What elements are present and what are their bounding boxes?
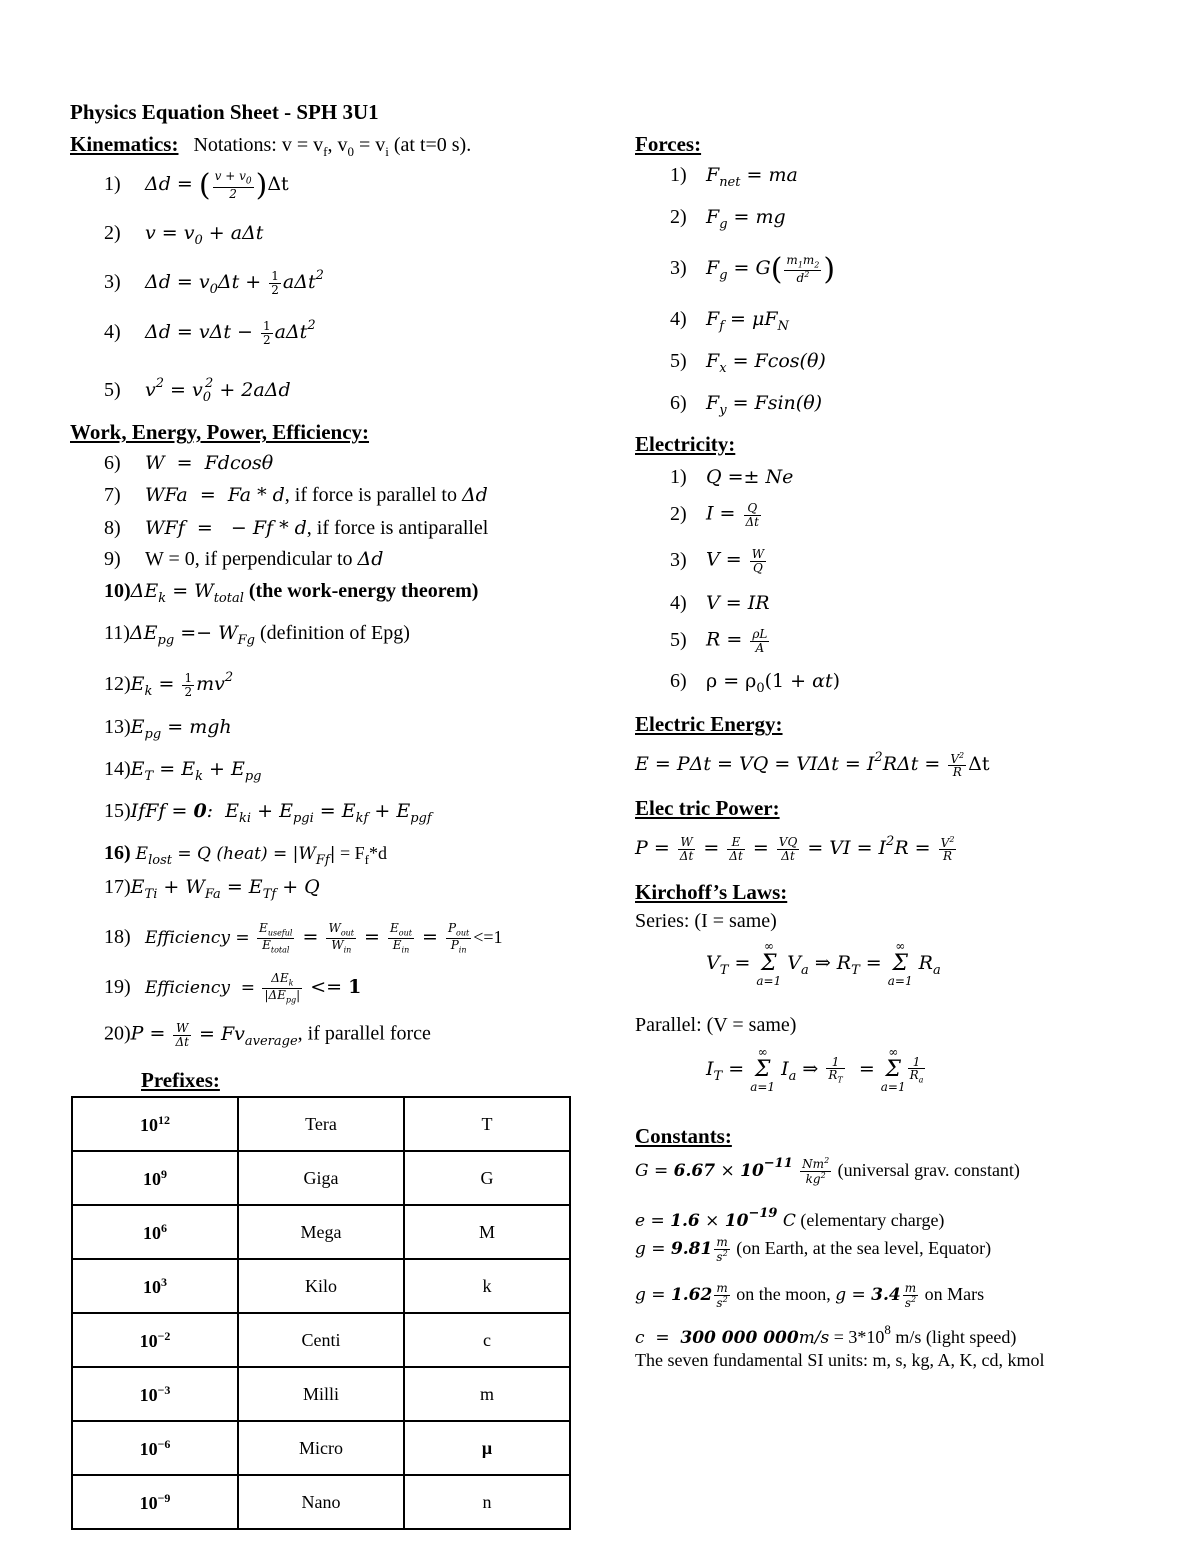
prefix-name: Centi [238,1313,404,1367]
prefix-symbol: M [404,1205,570,1259]
electricity-eq-4: 4) V = IR [670,592,770,614]
prefix-name: Giga [238,1151,404,1205]
work-eq-8: 8) WFf = − Ff * d, if force is antiparallel [104,517,489,539]
electric-energy-heading: Electric Energy: [635,712,783,736]
prefix-row [72,1259,570,1313]
prefix-row [72,1313,570,1367]
work-eq-10: $10)\Delta E_k = W_{total}$ (the work-energy theorem) [104,580,479,606]
prefix-name: Mega [238,1205,404,1259]
prefix-table [71,1096,571,1530]
electricity-eq-1: 1) Q =± Ne [670,466,794,488]
kirchoff-parallel-label: Parallel: (V = same) [635,1014,797,1036]
forces-eq-1: 1) $F_{net}$ = ma [670,164,798,190]
kinematics-heading: Kinematics: [70,132,179,156]
work-eq-13: $13)E_{pg}$ = mgh [104,716,232,742]
prefix-power: $10^{-6}$ [72,1421,238,1475]
work-eq-20: 20)P = $\frac{W}{\Delta t}$ = $Fv_{average}$, if parallel force [104,1021,431,1049]
work-eq-11: $11)\Delta E_{pg} =- W_{Fg}$ (definition of Epg) [104,622,410,648]
forces-eq-6: 6) $F_y = Fsin(\theta)$ [670,392,823,418]
electric-energy-eq: E = PΔt = VQ = $VI\Delta t = I^2R\Delta t$ = $\frac{V^2}{R}$ Δt [635,750,990,780]
prefix-power: $10^6$ [72,1205,238,1259]
electricity-heading: Electricity: [635,432,736,456]
constants-heading: Constants: [635,1124,732,1148]
kirchoff-series-eq: $V_T$ = ∞ Σ a=1 $V_a$ ⇒ $R_T$ = ∞ Σ a=1 $R_a$ [706,939,941,989]
constant-c: c = 300 000 $000m/s = 3*10^8$ m/s (light speed) [635,1322,1017,1348]
kinematics-eq-2: 2) $v = v_0 + a\Delta t$ [104,222,264,248]
prefix-symbol: k [404,1259,570,1313]
prefix-row [72,1151,570,1205]
kinematics-eq-3: 3) $\Delta d = v_0\Delta t$ + $\frac{1}{2}$ aΔt$^2$ [104,268,324,297]
prefix-symbol: T [404,1097,570,1151]
prefix-name: Tera [238,1097,404,1151]
prefix-name: Micro [238,1421,404,1475]
forces-heading: Forces: [635,132,702,156]
prefix-symbol: m [404,1367,570,1421]
prefix-symbol: G [404,1151,570,1205]
work-eq-17: $17)E_{Ti} + W_{Fa} = E_{Tf} + Q$ [104,876,320,902]
electric-power-eq: P = $\frac{W}{\Delta t}$ = $\frac{E}{\Delta t}$ = $\frac{VQ}{\Delta t}$ = VI = $I^2R$ = $\frac{V^2}{R}$ [635,834,955,864]
page-title: Physics Equation Sheet - SPH 3U1 [70,100,379,124]
electricity-eq-3: 3) V = $\frac{W}{Q}$ [670,547,765,575]
prefix-name: Nano [238,1475,404,1529]
electricity-eq-5: 5) R = $\frac{\rho L}{A}$ [670,627,768,655]
prefixes-heading: Prefixes: [141,1068,220,1092]
prefix-power: $10^{-3}$ [72,1367,238,1421]
kirchoff-series-label: Series: (I = same) [635,910,777,932]
prefix-row [72,1097,570,1151]
kirchoff-parallel-eq: $I_T$ = ∞ Σ a=1 $I_a$ ⇒ $\frac{1}{R_T}$ = ∞ Σ a=1 $\frac{1}{R_a}$ [706,1045,924,1095]
forces-eq-2: 2) $F_g$ = mg [670,206,786,232]
forces-eq-5: 5) $F_x = Fcos(\theta)$ [670,350,826,376]
prefix-power: $10^{-9}$ [72,1475,238,1529]
prefix-symbol: n [404,1475,570,1529]
forces-eq-4: 4) $F_f = \mu F_N$ [670,308,789,334]
kinematics-eq-4: 4) Δd = vΔt − $\frac{1}{2}$ aΔt$^2$ [104,318,316,347]
work-heading: Work, Energy, Power, Efficiency: [70,420,370,444]
prefix-power: $10^{12}$ [72,1097,238,1151]
work-eq-14: $14)E_T = E_k + E_{pg}$ [104,758,262,784]
prefix-symbol: c [404,1313,570,1367]
work-eq-6: 6) W = Fdcosθ [104,452,274,474]
prefix-row [72,1367,570,1421]
si-units-note: The seven fundamental SI units: m, s, kg, A, K, cd, kmol [635,1350,1045,1370]
electricity-eq-6: 6) $\rho = \rho_0(1 + \alpha t)$ [670,670,841,696]
work-eq-12: $12)E_k$ = $\frac{1}{2}$ $mv^2$ [104,670,234,699]
prefix-row [72,1421,570,1475]
constant-g-earth: g = 9.81 $\frac{m}{s^2}$ (on Earth, at the sea level, Equator) [635,1235,992,1264]
kinematics-eq-5: 5) $v^2 = v_0^2 + 2a\Delta d$ [104,376,291,405]
kirchoff-heading: Kirchoff’s Laws: [635,880,788,904]
prefix-name: Kilo [238,1259,404,1313]
kinematics-header [70,132,471,160]
work-eq-19: 19) Efficiency = $\frac{\Delta E_k}{|\Delta E_{pg}|}$ <= 1 [104,971,362,1005]
notation-text: Notations: $v = v_f$, $v_0 = v_i$ (at t=0 s). [193,134,472,159]
prefix-row [72,1205,570,1259]
work-eq-18: 18) Efficiency = $\frac{E_{useful}}{E_{total}}$ = $\frac{W_{out}}{W_{in}}$ = $\frac{E_{out}}{E_{in}}$ = $\frac{P_{out}}{P_{in}}$ <=1 [104,921,503,955]
prefix-power: $10^9$ [72,1151,238,1205]
prefix-name: Milli [238,1367,404,1421]
prefix-power: $10^{-2}$ [72,1313,238,1367]
kinematics-eq-1: 1) Δd = ( $\frac{v + v_0}{2}$ )Δt [104,168,289,203]
electric-power-heading: Elec tric Power: [635,796,780,820]
work-eq-16: 16) $E_{lost} = Q$ (heat) = $|W_{Ff}| = F_f*d$ [104,842,387,868]
prefix-symbol: μ [404,1421,570,1475]
constant-G: $G = 6.67 \times 10^{-11}$ $\frac{Nm^2}{kg^2}$ (universal grav. constant) [635,1156,1020,1186]
work-eq-15: 15)IfFf = 0: $E_{ki} + E_{pgi} = E_{kf} + E_{pgf}$ [104,800,432,826]
constant-g-moon-mars: g = 1.62 $\frac{m}{s^2}$ on the moon, g = 3.4 $\frac{m}{s^2}$ on Mars [635,1281,985,1310]
electricity-eq-2: 2) I = $\frac{Q}{\Delta t}$ [670,501,760,529]
prefix-row [72,1475,570,1529]
work-eq-7: 7) WFa = Fa * d, if force is parallel to Δd [104,484,488,506]
prefix-power: $10^3$ [72,1259,238,1313]
work-eq-9: 9) W = 0, if perpendicular to Δd [104,548,384,570]
constant-e: $e = 1.6 \times 10^{-19}$ C (elementary charge) [635,1206,945,1231]
forces-eq-3: 3) $F_g = G$( $\frac{m_1m_2}{d^2}$ ) [670,252,836,287]
